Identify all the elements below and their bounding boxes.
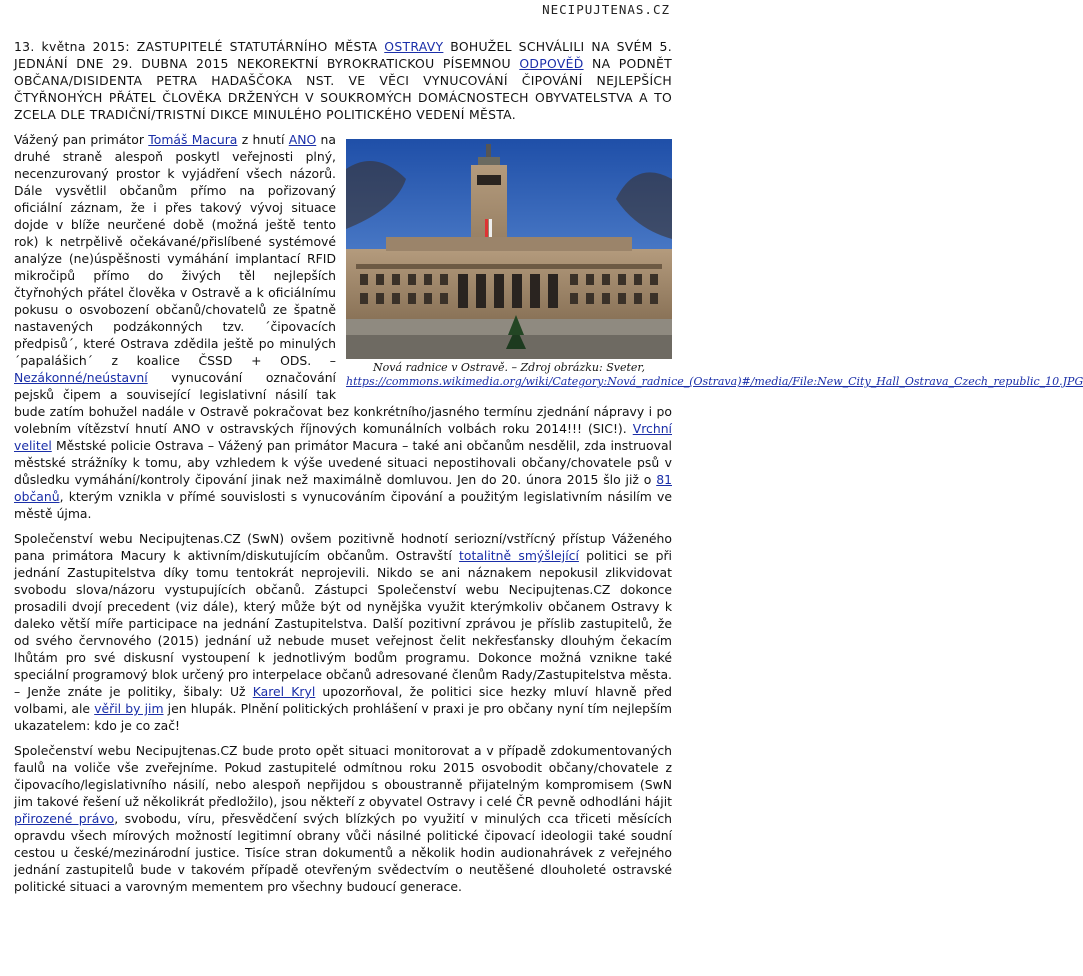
body-text: upozorňoval, že politici sice hezky mluví hlavně před volbami, ale — [14, 684, 672, 716]
city-hall-image — [346, 139, 672, 359]
link-karel-kryl[interactable]: Karel Kryl — [252, 684, 316, 699]
lead-text: NA PODNĚT OBČANA/DISIDENTA PETRA HADAŠČOKA NST. VE VĚCI VYNUCOVÁNÍ ČIPOVÁNÍ NEJLEPŠÍCH ČTYŘNOHÝCH PŘÁTEL ČLOVĚKA DRŽENÝCH V SOUKROMÝCH DOMÁCNOSTECH OBYVATELSTVA A TO ZCELA DLE TRADIČNÍ/TRISTNÍ DIKCE MINULÉHO POLITICKÉHO VEDENÍ MĚSTA. — [14, 56, 672, 122]
link-odpoved[interactable]: ODPOVĚĎ — [519, 56, 584, 71]
site-name: NECIPUJTENAS.CZ — [542, 2, 670, 17]
body-text: na druhé straně alespoň poskytl veřejnosti plný, necenzurovaný prostor k vyjádření všech názorů. Dále vysvětlil občanům přímo na pořizovaný oficiální záznam, že i přes takový vývoj situace dojde v blíže neurčené době (možná ještě tento rok) k netrpělivě očekávané/přislíbené systémové analýze (ne)úspěšnosti vymáhání implantací RFID mikročipů přímo do živých těl nejlepších čtyřnohých přátel člověka v Ostravě a k oficiálnímu pokusu o osvobození občanů/chovatelů ze špatně nastavených podzákonných tzv. ´čipovacích předpisů´, které Ostrava zdědila ještě po minulých ´papalášich´ z koalice ČSSD + ODS. – — [14, 132, 336, 368]
paragraph-3 — [14, 742, 672, 895]
link-ostravy[interactable]: OSTRAVY — [384, 39, 444, 54]
body-text: politici se při jednání Zastupitelstva díky tomu tentokrát neprojevili. Nikdo se ani náznakem nepokusil zlikvidovat svobodu slova/názoru vystupujících občanů. Zástupci Společenství webu Necipujtenas.CZ dokonce prosadili dvojí precedent (viz dále), který může být od nynějška využit kterýmkoliv občanem Ostravy k daleko větší míře participace na jednání Zastupitelstva. Další pozitivní zprávou je příslib zastupitelů, že od svého červnového (2015) jednání už nebude muset veřejnost čelit nekřesťansky dlouhým čekacím lhůtám pro své diskusní vystoupení k jednotlivým bodům programu. Dokonce možná vznikne také speciální programový blok určený pro interpelace občanů adresované členům Rady/Zastupitelstva města. – Jenže znáte je politiky, šibaly: Už — [14, 548, 672, 699]
link-totalitne[interactable]: totalitně smýšlející — [459, 548, 579, 563]
city-hall-photo — [346, 139, 672, 359]
link-nezakonne[interactable]: Nezákonné/neústavní — [14, 370, 148, 385]
link-prirozene-pravo[interactable]: přirozené právo — [14, 811, 115, 826]
body-text: Vážený pan primátor — [14, 132, 149, 147]
body-text: , kterým vznikla v přímé souvislosti s vynucováním čipování a použitým legislativním násilím ve městě újma. — [14, 489, 672, 521]
caption-text: Nová radnice v Ostravě. – Zdroj obrázku: Sveter, — [373, 361, 645, 374]
figure-caption — [346, 361, 1083, 389]
lead-text: 13. května 2015: ZASTUPITELÉ STATUTÁRNÍHO MĚSTA — [14, 39, 385, 54]
body-text: Společenství webu Necipujtenas.CZ (SwN) ovšem pozitivně hodnotí seriozní/vstřícný přístup Váženého pana primátora Macury k aktivním/diskutujícím občanům. Ostravští — [14, 531, 672, 563]
body-text: z hnutí — [237, 132, 289, 147]
lead-text: BOHUŽEL SCHVÁLILI NA SVÉM 5. JEDNÁNÍ DNE 29. DUBNA 2015 NEKOREKTNÍ BYROKRATICKOU PÍSEMNOU — [14, 39, 672, 71]
link-81-obcanu[interactable]: 81 občanů — [14, 472, 672, 504]
figure — [346, 139, 1083, 389]
body-text: jen hlupák. Plnění politických prohlášení v praxi je pro občany nyní tím nejlepším ukazatelem: kdo je co zač! — [14, 701, 672, 733]
link-macura[interactable]: Tomáš Macura — [148, 132, 238, 147]
link-veril-by-jim[interactable]: věřil by jim — [94, 701, 164, 716]
article-lead — [14, 38, 672, 123]
body-text: Společenství webu Necipujtenas.CZ bude proto opět situaci monitorovat a v případě zdokumentovaných faulů na voliče vše zveřejníme. Pokud zastupitelé odmítnou roku 2015 osvobodit občany/chovatele z čipovacího/legislativního násilí, nebo alespoň nepřijdou s oboustranně přijatelným kompromisem (SwN jim takové řešení už několikrát předložilo), jsou někteří z obyvatel Ostravy i celé ČR pevně odhodláni hájit — [14, 743, 672, 809]
body-text: Městské policie Ostrava – Vážený pan primátor Macura – také ani občanům nesdělil, zda instruoval městské strážníky k tomu, aby vzhledem k výše uvedené situaci nepostihovali občany/chovatele psů v důsledku vymáhání/kontroly čipování jinak než maximálně domluvou. Jen do 20. února 2015 šlo již o — [14, 438, 672, 487]
paragraph-2 — [14, 530, 672, 734]
caption-source-link[interactable]: https://commons.wikimedia.org/wiki/Category:Nová_radnice_(Ostrava)#/media/File:New_City_Hall_Ostrava_Czech_republic_10.JPG — [346, 375, 1083, 388]
body-text: , svobodu, víru, přesvědčení svých blízkých po využití v minulých cca třiceti měsících opravdu všech mírových možností legitimní obrany vůči násilné politické čipovací ideologii také soudní cestou u české/mezinárodní justice. Tisíce stran dokumentů a několik hodin audionahrávek z veřejného jednání zastupitelů bude v takovém případě otevřeným svědectvím o neutěšené dlouholeté ostravské politické situaci a varovným mementem pro všechny budoucí generace. — [14, 811, 672, 894]
link-vrchni-velitel[interactable]: Vrchní velitel — [14, 421, 672, 453]
article — [14, 38, 1083, 895]
link-ano[interactable]: ANO — [288, 132, 317, 147]
body-text: vynucování označování pejsků čipem a související legislativní násilí tak bude zatím bohužel nadále v Ostravě pokračovat bez konkrétního/jasného termínu zjednání nápravy i po volebním vítězství hnutí ANO v ostravských říjnových komunálních volbách roku 2014!!! (SIC!). — [14, 370, 672, 436]
